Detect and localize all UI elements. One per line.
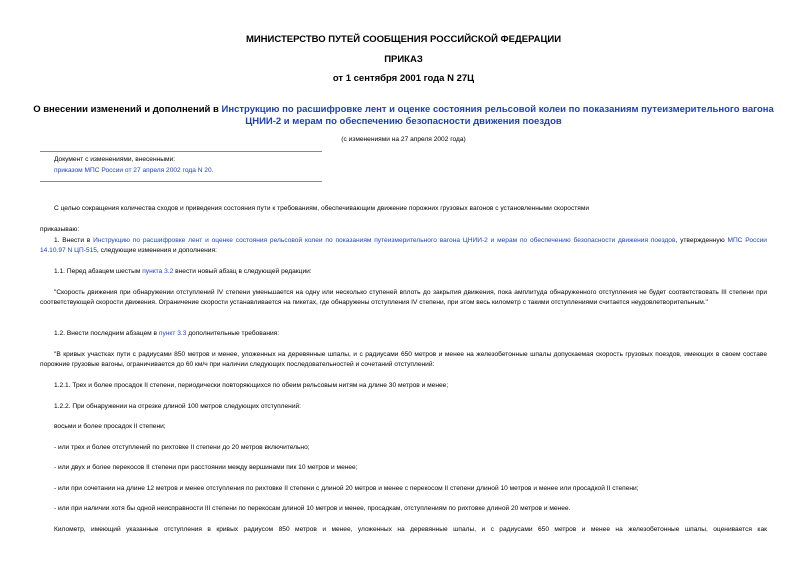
changes-box-link[interactable]: приказом МПС России от 27 апреля 2002 года N 20. bbox=[54, 167, 214, 174]
order-word: приказываю: bbox=[40, 226, 80, 233]
quote-2: "В кривых участках пути с радиусами 850 метров и менее, уложенных на деревянные шпалы, и с радиусами 650 метров и менее на железобетонные шпалы допускаемая скорость грузовых поездов, имеющих в своем составе порожние грузовые вагоны, ограничивается до 60 км/ч при наличии следующих последовательностей и сочетаний отступлений: bbox=[40, 351, 767, 369]
changes-box-bottom-rule bbox=[40, 181, 322, 182]
dash-item-3: - или при сочетании на длине 12 метров и менее отступления по рихтовке II степени с длиной 20 метров и менее с перекосом II степени длиной 10 метров и менее или просадкой II степени; bbox=[54, 485, 639, 492]
item-eight-drops: восьми и более просадок II степени; bbox=[54, 423, 166, 430]
item-1-1-prefix: 1.1. Перед абзацем шестым bbox=[54, 268, 143, 275]
dash-item-2: - или двух и более перекосов II степени при расстоянии между вершинами пик 10 метров и менее; bbox=[54, 464, 358, 471]
doc-type: ПРИКАЗ bbox=[384, 54, 423, 65]
amendment-note: (с изменениями на 27 апреля 2002 года) bbox=[341, 136, 466, 143]
item-1-2-link[interactable]: пункт 3.3 bbox=[158, 330, 187, 337]
item-1-2 bbox=[40, 329, 767, 339]
item-1-middle: , утвержденную bbox=[675, 237, 728, 244]
doc-date-number: от 1 сентября 2001 года N 27Ц bbox=[332, 73, 475, 84]
item-1-2-prefix: 1.2. Внести последним абзацем в bbox=[54, 330, 159, 337]
changes-box-top-rule bbox=[40, 151, 322, 152]
ministry-title: МИНИСТЕРСТВО ПУТЕЙ СООБЩЕНИЯ РОССИЙСКОЙ ФЕДЕРАЦИИ bbox=[245, 34, 562, 45]
item-1-suffix: , следующие изменения и дополнения: bbox=[96, 247, 217, 255]
item-1-1 bbox=[40, 267, 767, 277]
item-1 bbox=[40, 236, 767, 257]
dash-item-4: - или при наличии хотя бы одной неисправности III степени по перекосам длиной 10 метров и менее, просадкам, отступлениям по рихтовке длиной 20 метров и менее. bbox=[54, 505, 571, 512]
dash-item-1: - или трех и более отступлений по рихтовке II степени до 20 метров включительно; bbox=[54, 444, 310, 451]
item-1-approval-link[interactable]: МПС России 14.10.97 N ЦП-515 bbox=[40, 237, 767, 255]
final-paragraph: Километр, имеющий указанные отступления в кривых радиусом 850 метров и менее, уложенных на деревянные шпалы, и с радиусами 650 метров и менее на железобетонные шпалы, оценивается как bbox=[54, 526, 767, 533]
subject-instruction-link[interactable]: Инструкцию по расшифровке лент и оценке состояния рельсовой колеи по показаниям путеизмерительного вагона ЦНИИ-2 и мерам по обеспечению безопасности движения поездов bbox=[221, 104, 774, 127]
item-1-1-link[interactable]: пункта 3.2 bbox=[142, 268, 174, 275]
quote-1: "Скорость движения при обнаружении отступлений IV степени уменьшается на одну или несколько ступеней вплоть до закрытия движения, пока амплитуда обнаруженного отступления не будет соответствовать III степени при соответствующей скорости движения. Ограничение скорости устанавливается на пикетах, где обнаружены отступления IV степени, при этом весь километр с такими отступлениями считается неудовлетворительным." bbox=[40, 289, 767, 307]
item-1-prefix: 1. Внести в bbox=[54, 237, 94, 244]
item-1-2-suffix: дополнительные требования: bbox=[186, 330, 280, 337]
changes-box-label: Документ с изменениями, внесенными: bbox=[54, 156, 176, 163]
subject-prefix: О внесении изменений и дополнений в bbox=[33, 104, 222, 115]
item-1-instruction-link[interactable]: Инструкцию по расшифровке лент и оценке состояния рельсовой колеи по показаниям путеизмерительного вагона ЦНИИ-2 и мерам по обеспечению безопасности движения поездов bbox=[93, 237, 676, 244]
item-1-1-suffix: внести новый абзац в следующей редакции: bbox=[173, 268, 312, 275]
item-1-2-1: 1.2.1. Трех и более просадок II степени, периодически повторяющихся по обеим рельсовым нитям на длине 30 метров и менее; bbox=[54, 382, 449, 389]
doc-subject bbox=[30, 104, 777, 128]
intro-paragraph: С целью сокращения количества сходов и приведения состояния пути к требованиям, обеспечивающим движение порожних грузовых вагонов с установленными скоростями bbox=[54, 205, 590, 212]
item-1-2-2: 1.2.2. При обнаружении на отрезке длиной 100 метров следующих отступлений: bbox=[54, 403, 302, 410]
